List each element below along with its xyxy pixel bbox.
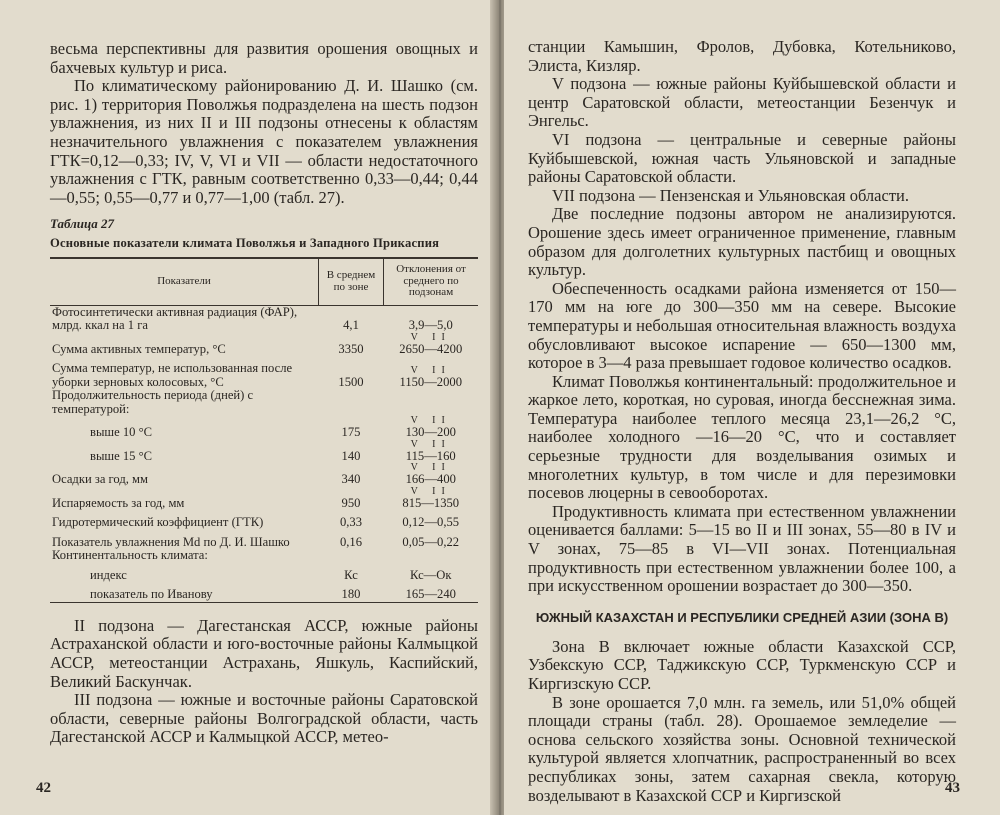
table-row xyxy=(50,510,478,530)
table-caption: Таблица 27 xyxy=(50,216,115,232)
table-cell-deviation xyxy=(384,530,479,550)
deviation-range: 165—240 xyxy=(405,587,456,602)
paragraph-productivity: Продуктивность климата при естественном увлажнении оценивается баллами: 5—15 во II и III зонах, 55—80 в IV и V зонах, 75—85 в VI—VII зонах. Потенциальная продуктивность при естественном увлажнении более 100, а при искусственном орошении возрастает до 300—350. xyxy=(528,501,956,596)
table-cell-deviation xyxy=(384,549,479,563)
table-cell-deviation xyxy=(384,563,479,583)
deviation-range: Кс—Ок xyxy=(410,567,452,582)
table-cell-deviation xyxy=(384,510,479,530)
table-cell-deviation xyxy=(384,463,479,487)
table-row xyxy=(50,582,478,602)
deviation-range: 166—400 xyxy=(405,472,456,487)
table-cell-indicator: индекс xyxy=(90,567,127,582)
right-page xyxy=(504,0,1000,815)
table-cell-indicator: показатель по Иванову xyxy=(50,582,319,602)
subzone-roman-labels: V II xyxy=(410,415,451,427)
table-cell-indicator: Фотосинтетически активная радиация (ФАР), млрд. ккал на 1 га xyxy=(52,304,298,333)
table-cell-average: Кс xyxy=(344,567,358,582)
table-cell-indicator: Континентальность климата: xyxy=(52,548,208,563)
paragraph-subzone-vi: VI подзона — центральные и северные районы Куйбышевской, южная часть Ульяновской и западные районы Саратовской области. xyxy=(528,129,956,187)
table-cell-deviation xyxy=(384,416,479,440)
climate-indicators-table xyxy=(50,257,478,603)
table-header-row xyxy=(50,258,478,305)
paragraph-zone-b: Зона В включает южные области Казахской ССР, Узбекскую ССР, Таджикскую ССР, Туркменскую ССР и Киргизскую ССР. xyxy=(528,636,956,693)
table-title: Основные показатели климата Поволжья и Западного Прикаспия xyxy=(50,236,440,251)
table-row xyxy=(50,356,478,389)
subzone-roman-labels: V II xyxy=(410,485,451,497)
table-row xyxy=(50,487,478,511)
table-cell-indicator: Осадки за год, мм xyxy=(52,472,148,487)
subzone-roman-labels: V II xyxy=(410,462,451,474)
table-cell-indicator: выше 15 °С xyxy=(90,448,153,463)
table-cell-average: 180 xyxy=(319,582,384,602)
table-cell-average: 340 xyxy=(341,472,361,487)
deviation-range: 2650—4200 xyxy=(399,341,463,356)
deviation-range: 130—200 xyxy=(405,425,456,440)
table-cell-indicator: Показатель увлажнения Md по Д. И. Шашко xyxy=(52,534,290,549)
paragraph-subzone-iii: III подзона — южные и восточные районы Саратовской области, северные районы Волгоградской области, часть Дагестанской АССР и Калмыцкой АССР, метео- xyxy=(50,690,478,747)
table-cell-average: 140 xyxy=(341,448,361,463)
table-cell-deviation xyxy=(384,440,479,464)
table-cell-deviation xyxy=(384,487,479,511)
left-page xyxy=(0,0,496,815)
table-cell-deviation xyxy=(384,305,479,333)
table-cell-indicator: Продолжительность периода (дней) с температурой: xyxy=(52,388,254,416)
section-heading: ЮЖНЫЙ КАЗАХСТАН И РЕСПУБЛИКИ СРЕДНЕЙ АЗИИ (ЗОНА В) xyxy=(535,609,949,625)
subzone-roman-labels: V II xyxy=(410,364,451,376)
table-cell-deviation xyxy=(384,389,479,416)
table-row xyxy=(50,440,478,464)
paragraph-climate-continental: Климат Поволжья континентальный: продолжительное и жаркое лето, короткая, но суровая, иногда бесснежная зима. Температура наиболее теплого месяца 23,1—26,2 °С, наиболее холодного —16—20 °С, что и составляет серьезные трудности для возделывания озимых и многолетних культур, в том числе и для перезимовки посевов люцерны в севооборотах. xyxy=(528,371,956,503)
paragraph-precipitation: Обеспеченность осадками района изменяется от 150—170 мм на юге до 300—350 мм на севере. Высокие температуры и небольшая относительная влажность воздуха обусловливают высокое испарение — 650—1300 мм, которое в 3—4 раза превышает годовое количество осадков. xyxy=(528,278,956,373)
deviation-range: 815—1350 xyxy=(402,495,460,510)
table-cell-indicator: Гидротермический коэффициент (ГТК) xyxy=(52,515,264,530)
table-cell-deviation xyxy=(384,582,479,602)
table-row xyxy=(50,333,478,357)
table-row xyxy=(50,305,478,333)
page-number-left: 42 xyxy=(36,780,51,796)
deviation-range: 1150—2000 xyxy=(399,374,462,389)
table-header-deviation: Отклонения от среднего по подзонам xyxy=(384,258,479,305)
table-cell-indicator: Сумма температур, не использованная после уборки зерновых колосовых, °С xyxy=(52,361,293,389)
paragraph-subzone-ii: II подзона — Дагестанская АССР, южные районы Астраханской области и юго-восточные районы Калмыцкой АССР, метеостанции Астрахань, Яшкуль, Каспийский, Великий Баскунчак. xyxy=(50,615,478,691)
paragraph-not-analyzed: Две последние подзоны автором не анализируются. Орошение здесь имеет ограниченное применение, главным образом для долголетних культурных пастбищ и овощных культур. xyxy=(528,204,956,280)
paragraph-subzone-vii: VII подзона — Пензенская и Ульяновская области. xyxy=(552,185,909,205)
paragraph-continued: весьма перспективны для развития орошения овощных и бахчевых культур и риса. xyxy=(50,39,478,77)
table-cell-average: 175 xyxy=(341,425,361,440)
table-cell-deviation xyxy=(384,333,479,357)
deviation-range: 3,9—5,0 xyxy=(408,318,453,333)
table-cell-indicator: выше 10 °С xyxy=(90,425,153,440)
paragraph-subzone-v: V подзона — южные районы Куйбышевской области и центр Саратовской области, метеостанции Безенчук и Энгельс. xyxy=(528,74,956,131)
table-cell-average: 950 xyxy=(341,495,361,510)
table-cell-deviation xyxy=(384,356,479,389)
paragraph-climate-zoning: По климатическому районированию Д. И. Шашко (см. рис. 1) территория Поволжья подразделена на шесть подзон увлажнения, из них II и III подзоны отнесены к областям незначительного увлажнения с показателем увлажнения ГТК=0,12—0,33; IV, V, VI и VII — области недостаточного увлажнения с ГТК, равным соответственно 0,33—0,44; 0,44—0,55; 0,55—0,77 и 0,77—1,00 (табл. 27). xyxy=(50,76,478,207)
table-row xyxy=(50,389,478,416)
table-header-indicator: Показатели xyxy=(50,258,319,305)
page-number-right: 43 xyxy=(945,780,960,796)
subzone-roman-labels: V II xyxy=(410,438,451,450)
table-body xyxy=(50,305,478,602)
table-cell-average: 3350 xyxy=(338,341,364,356)
table-cell-indicator: Испаряемость за год, мм xyxy=(52,495,185,510)
table-row xyxy=(50,416,478,440)
table-cell-average xyxy=(319,549,384,563)
table-cell-average: 4,1 xyxy=(343,318,359,333)
deviation-range: 0,12—0,55 xyxy=(402,515,460,530)
paragraph-irrigation: В зоне орошается 7,0 млн. га земель, или 51,0% общей площади страны (табл. 28). Орошаемое земледелие — основа сельского хозяйства зоны. Основной технической культурой является хлопчатник, распространенный во всех республиках зоны, затем сахарная свекла, которую возделывают в Казахской ССР и Киргизской xyxy=(528,692,956,805)
table-cell-indicator: Сумма активных температур, °С xyxy=(52,341,226,356)
table-row xyxy=(50,549,478,563)
deviation-range: 115—160 xyxy=(405,448,456,463)
table-cell-average: 0,16 xyxy=(339,534,363,549)
table-row xyxy=(50,530,478,550)
table-row xyxy=(50,563,478,583)
deviation-range: 0,05—0,22 xyxy=(402,534,460,549)
table-row xyxy=(50,463,478,487)
table-cell-average: 1500 xyxy=(338,374,364,389)
table-cell-average xyxy=(319,389,384,416)
table-header-average: В среднем по зоне xyxy=(319,258,384,305)
table-cell-average: 0,33 xyxy=(339,515,363,530)
paragraph-stations: станции Камышин, Фролов, Дубовка, Котельниково, Элиста, Кизляр. xyxy=(528,37,956,75)
subzone-roman-labels: V II xyxy=(410,331,451,343)
